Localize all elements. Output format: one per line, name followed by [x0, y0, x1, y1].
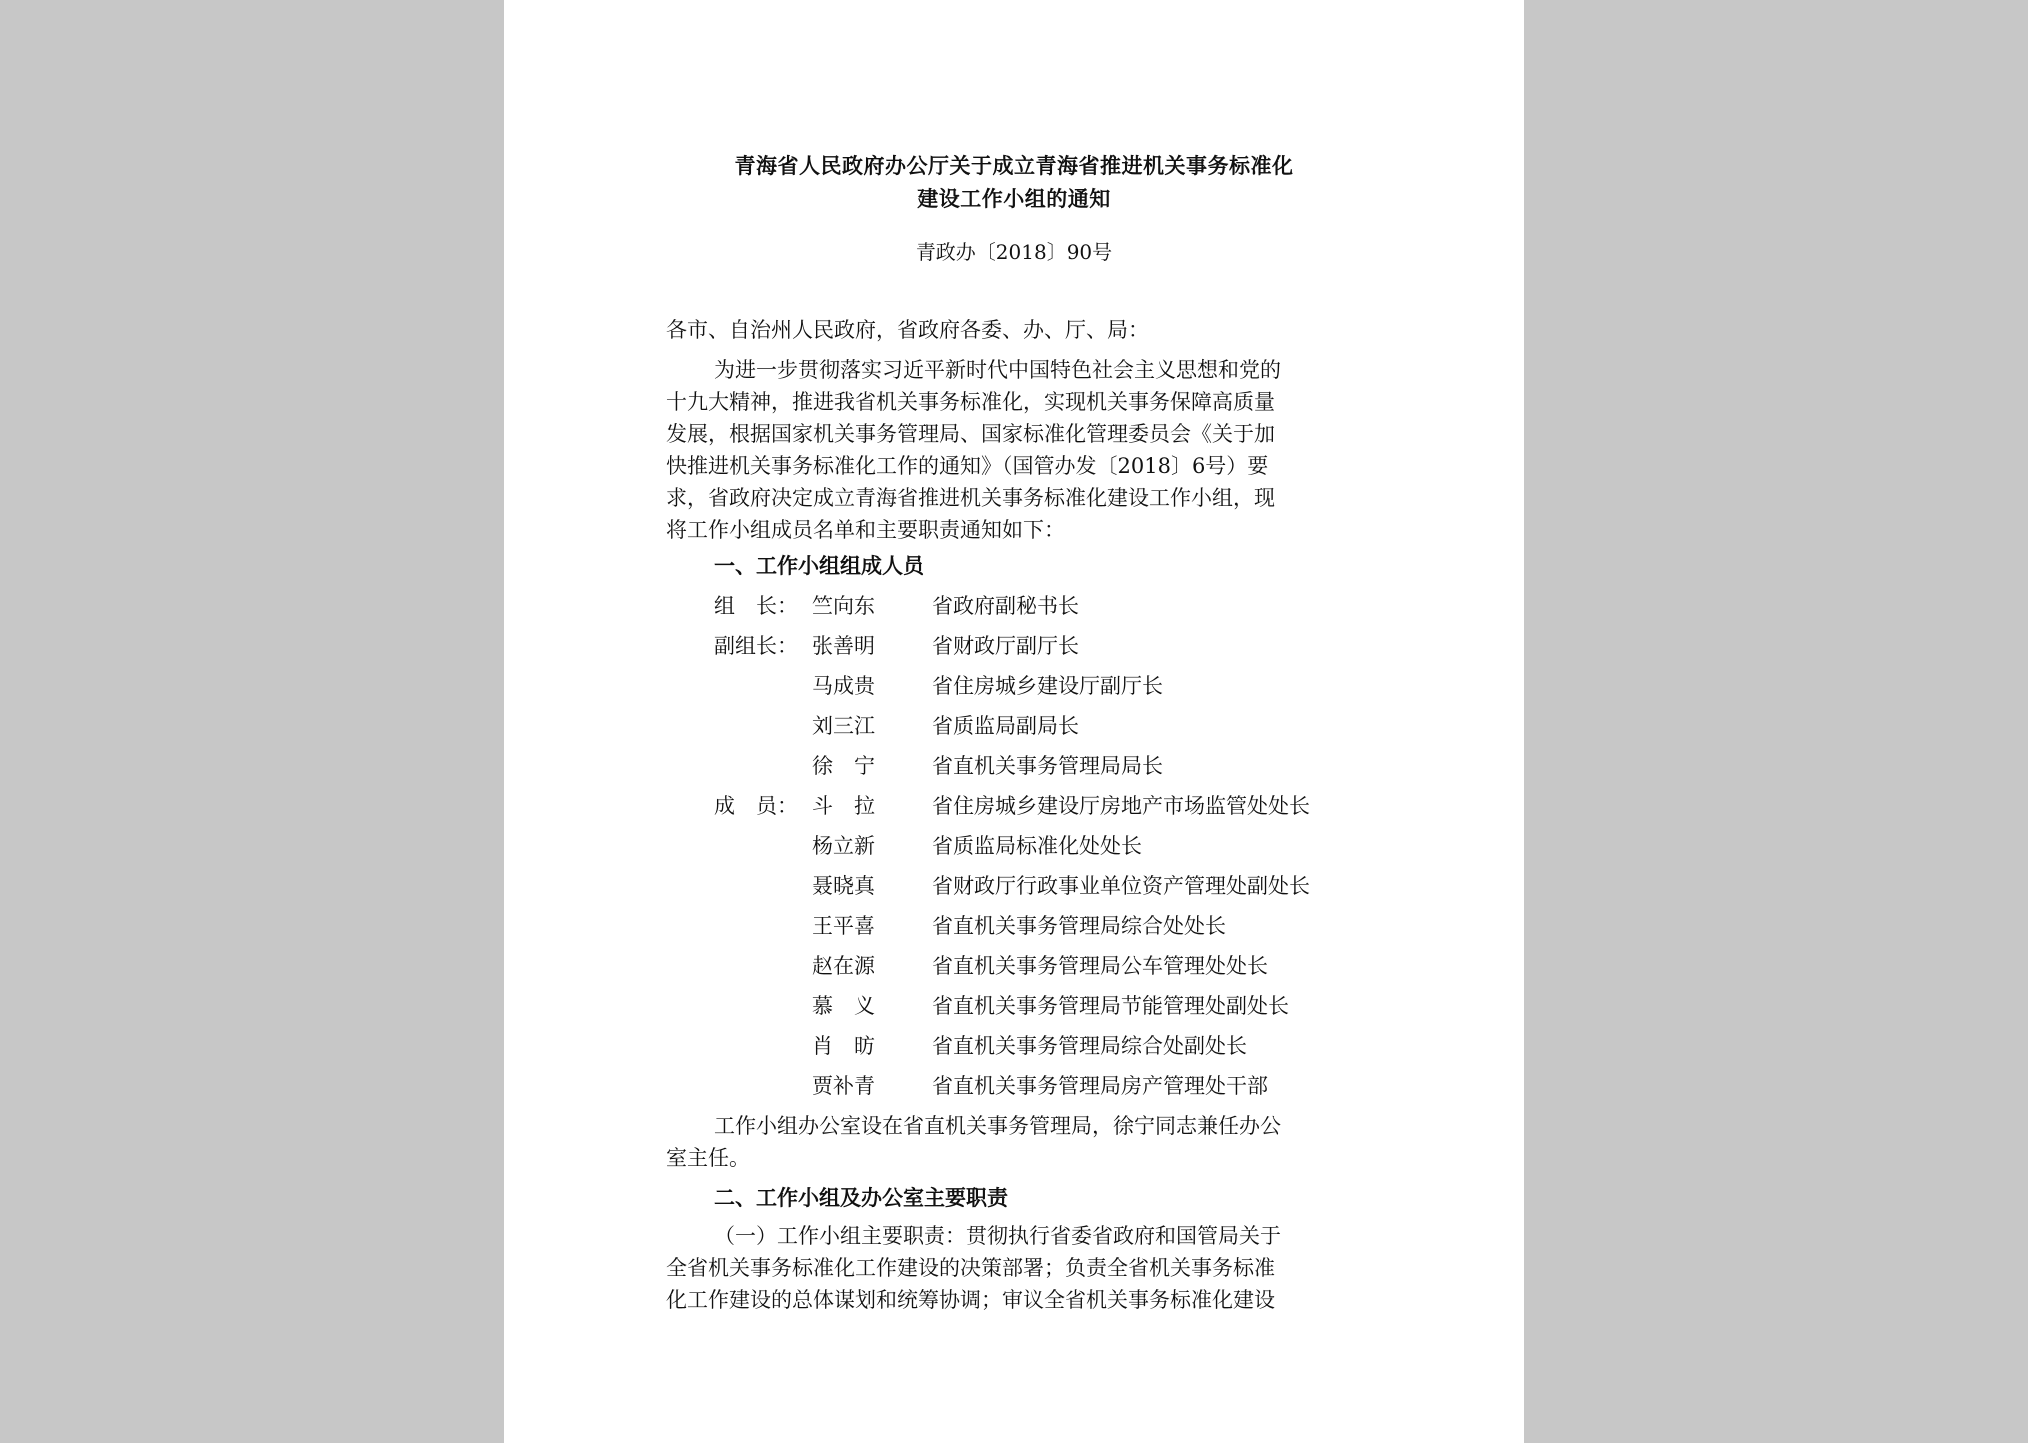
salutation: 各市、自治州人民政府，省政府各委、办、厅、局：: [666, 318, 1149, 342]
member-name: 竺向东: [812, 594, 875, 618]
member-position: 省住房城乡建设厅房地产市场监管处处长: [932, 794, 1310, 818]
member-position: 省直机关事务管理局综合处处长: [932, 914, 1226, 938]
member-name: 肖 昉: [812, 1034, 875, 1058]
paragraph-line: 化工作建设的总体谋划和统筹协调；审议全省机关事务标准化建设: [666, 1288, 1275, 1312]
member-name: 慕 义: [812, 994, 875, 1018]
member-position: 省直机关事务管理局局长: [932, 754, 1163, 778]
member-position: 省财政厅行政事业单位资产管理处副处长: [932, 874, 1310, 898]
paragraph-line: 为进一步贯彻落实习近平新时代中国特色社会主义思想和党的: [714, 358, 1281, 382]
document-title-line1: 青海省人民政府办公厅关于成立青海省推进机关事务标准化: [734, 153, 1294, 178]
member-position: 省财政厅副厅长: [932, 634, 1079, 658]
document-title-line2: 建设工作小组的通知: [917, 186, 1111, 211]
paragraph-line: 发展，根据国家机关事务管理局、国家标准化管理委员会《关于加: [666, 422, 1275, 446]
member-position: 省住房城乡建设厅副厅长: [932, 674, 1163, 698]
member-position: 省直机关事务管理局综合处副处长: [932, 1034, 1247, 1058]
member-name: 杨立新: [812, 834, 875, 858]
member-position: 省直机关事务管理局节能管理处副处长: [932, 994, 1289, 1018]
member-name: 徐 宁: [812, 754, 875, 778]
paragraph-line: 全省机关事务标准化工作建设的决策部署；负责全省机关事务标准: [666, 1256, 1275, 1280]
member-position: 省直机关事务管理局房产管理处干部: [932, 1074, 1268, 1098]
paragraph-line: 将工作小组成员名单和主要职责通知如下：: [666, 518, 1065, 542]
member-name: 马成贵: [812, 674, 875, 698]
paragraph-line: 快推进机关事务标准化工作的通知》（国管办发〔2018〕6号）要: [666, 454, 1269, 478]
member-role: 副组长：: [714, 634, 798, 658]
section-heading-duties: 二、工作小组及办公室主要职责: [714, 1185, 1008, 1210]
member-name: 赵在源: [812, 954, 875, 978]
member-role: 成 员：: [714, 794, 798, 818]
member-role: 组 长：: [714, 594, 798, 618]
member-name: 张善明: [812, 634, 875, 658]
document-page: [504, 0, 1524, 1443]
office-note-line: 室主任。: [666, 1146, 750, 1170]
document-number: 青政办〔2018〕90号: [915, 240, 1113, 264]
member-name: 王平喜: [812, 914, 875, 938]
paragraph-line: （一）工作小组主要职责：贯彻执行省委省政府和国管局关于: [714, 1224, 1281, 1248]
member-position: 省质监局副局长: [932, 714, 1079, 738]
member-name: 贾补青: [812, 1074, 875, 1098]
member-position: 省政府副秘书长: [932, 594, 1079, 618]
member-position: 省直机关事务管理局公车管理处处长: [932, 954, 1268, 978]
paragraph-line: 十九大精神，推进我省机关事务标准化，实现机关事务保障高质量: [666, 390, 1275, 414]
member-name: 斗 拉: [812, 794, 875, 818]
member-name: 聂晓真: [812, 874, 875, 898]
section-heading-members: 一、工作小组组成人员: [714, 553, 924, 578]
member-position: 省质监局标准化处处长: [932, 834, 1142, 858]
office-note-line: 工作小组办公室设在省直机关事务管理局，徐宁同志兼任办公: [714, 1114, 1281, 1138]
paragraph-line: 求，省政府决定成立青海省推进机关事务标准化建设工作小组，现: [666, 486, 1275, 510]
member-name: 刘三江: [812, 714, 875, 738]
